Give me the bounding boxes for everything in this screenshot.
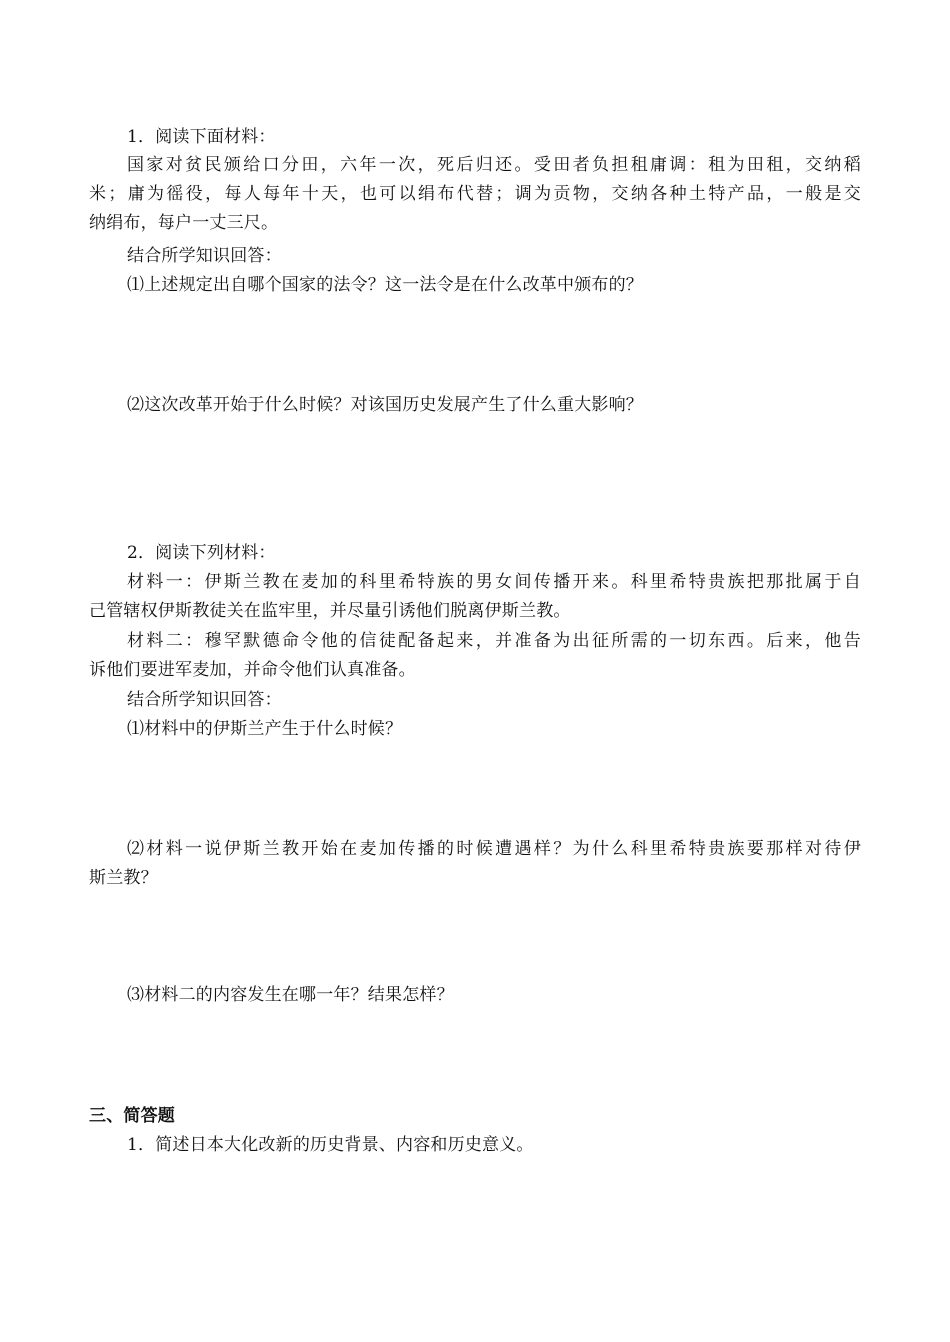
q2-subquestion-2-cont: 斯兰教？: [89, 868, 158, 888]
q2-subquestion-1: ⑴材料中的伊斯兰产生于什么时候？: [127, 719, 403, 739]
q2-subquestion-2: ⑵材料一说伊斯兰教开始在麦加传播的时候遭遇样？为什么科里希特贵族要那样对待伊: [127, 839, 861, 859]
q1-title: 1．阅读下面材料：: [127, 127, 276, 147]
q2-material2-line: 诉他们要进军麦加，并命令他们认真准备。: [89, 660, 416, 680]
q1-subquestion-2: ⑵这次改革开始于什么时候？对该国历史发展产生了什么重大影响？: [127, 395, 643, 415]
q1-subquestion-1: ⑴上述规定出自哪个国家的法令？这一法令是在什么改革中颁布的？: [127, 275, 643, 295]
q2-material1-line: 材料一：伊斯兰教在麦加的科里希特族的男女间传播开来。科里希特贵族把那批属于自: [127, 572, 861, 592]
section-heading: 三、简答题: [89, 1106, 175, 1126]
q1-material-line: 米；庸为徭役，每人每年十天，也可以绢布代替；调为贡物，交纳各种土特产品，一般是交: [89, 184, 861, 204]
q1-material-line: 国家对贫民颁给口分田，六年一次，死后归还。受田者负担租庸调：租为田租，交纳稻: [127, 155, 861, 175]
q2-prompt: 结合所学知识回答：: [127, 690, 282, 710]
q1-material-line: 纳绢布，每户一丈三尺。: [89, 213, 279, 233]
q2-subquestion-3: ⑶材料二的内容发生在哪一年？结果怎样？: [127, 985, 454, 1005]
section3-question-1: 1．简述日本大化改新的历史背景、内容和历史意义。: [127, 1135, 534, 1155]
q2-material2-line: 材料二：穆罕默德命令他的信徒配备起来，并准备为出征所需的一切东西。后来，他告: [127, 631, 861, 651]
q2-title: 2．阅读下列材料：: [127, 543, 276, 563]
q1-prompt: 结合所学知识回答：: [127, 246, 282, 266]
q2-material1-line: 己管辖权伊斯教徒关在监牢里，并尽量引诱他们脱离伊斯兰教。: [89, 601, 571, 621]
